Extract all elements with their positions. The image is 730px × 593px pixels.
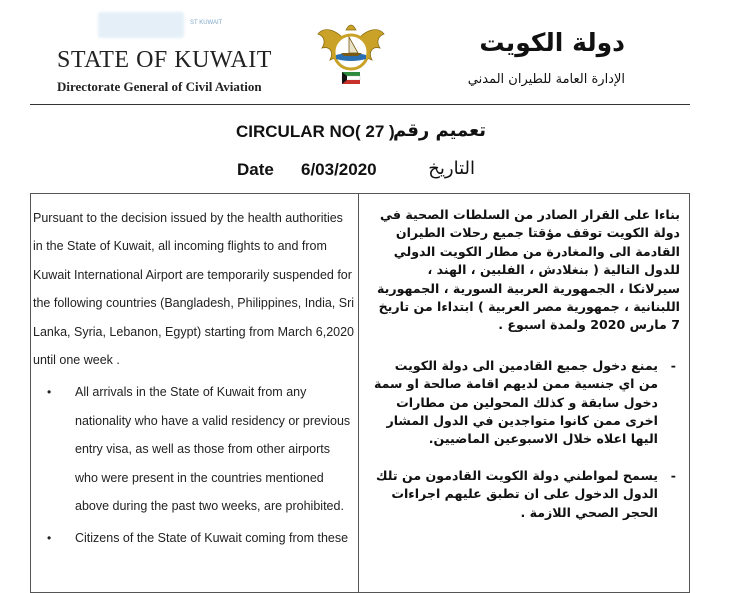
arabic-bullet-list xyxy=(372,357,680,522)
state-title-ar: دولة الكويت xyxy=(479,28,625,57)
watermark-text: ST KUWAIT xyxy=(190,20,223,26)
state-title-en: STATE OF KUWAIT xyxy=(57,47,272,73)
watermark-logo xyxy=(98,12,184,38)
column-divider xyxy=(358,193,359,593)
circular-number-en: CIRCULAR NO( 27 ) xyxy=(236,122,395,141)
arabic-bullet: - يمنع دخول جميع القادمين الى دولة الكويت من اي جنسية ممن لديهم اقامة صالحة او سمة دخول سابقة و كذلك المحولين من مطارات اخرى ممن كانوا متواجدين في الدول المشار اليها اعلاه خلال الاسبوعين الماضيين. xyxy=(372,357,680,449)
emblem-bird-head xyxy=(346,25,356,30)
circular-number-ar: تعميم رقم xyxy=(393,120,486,141)
arabic-intro: بناءا على القرار الصادر من السلطات الصحية في دولة الكويت توقف مؤقتا جميع رحلات الطيران القادمة الى والمغادرة من مطار الكويت الدولي للدول التالية ( بنغلادش ، الفلبين ، الهند ، سيرلانكا ، الجمهورية العربية السورية ، الجمهورية اللبنانية ، جمهورية مصر العربية ) ابتداءا من تاريخ 7 مارس 2020 ولمدة اسبوع . xyxy=(376,207,680,333)
date-label-en: Date xyxy=(237,160,274,179)
header-divider xyxy=(30,104,690,105)
kuwait-emblem-icon xyxy=(316,8,386,96)
date-label-ar: التاريخ xyxy=(428,158,475,179)
english-bullet: • All arrivals in the State of Kuwait from any nationality who have a valid residency or previous entry visa, as well as those from other airports who were present in the countries mentioned above during the past two weeks, are prohibited. xyxy=(33,378,355,520)
english-bullet-list xyxy=(33,378,355,552)
english-column xyxy=(33,204,355,553)
date-value: 6/03/2020 xyxy=(301,160,377,179)
directorate-en: Directorate General of Civil Aviation xyxy=(57,79,262,94)
arabic-bullet: - يسمح لمواطني دولة الكويت القادمون من تلك الدول الدخول على ان تطبق عليهم اجراءات الحجر الصحي اللازمة . xyxy=(372,467,680,522)
directorate-ar: الإدارة العامة للطيران المدني xyxy=(467,72,625,87)
english-intro: Pursuant to the decision issued by the health authorities in the State of Kuwait, all incoming flights to and from Kuwait International Airport are temporarily suspended for the following countries (Bangladesh, Philippines, India, Sri Lanka, Syria, Lebanon, Egypt) starting from March 6,2020 until one week . xyxy=(33,211,355,368)
english-bullet: • Citizens of the State of Kuwait coming from these xyxy=(33,524,355,552)
arabic-column xyxy=(372,206,680,540)
